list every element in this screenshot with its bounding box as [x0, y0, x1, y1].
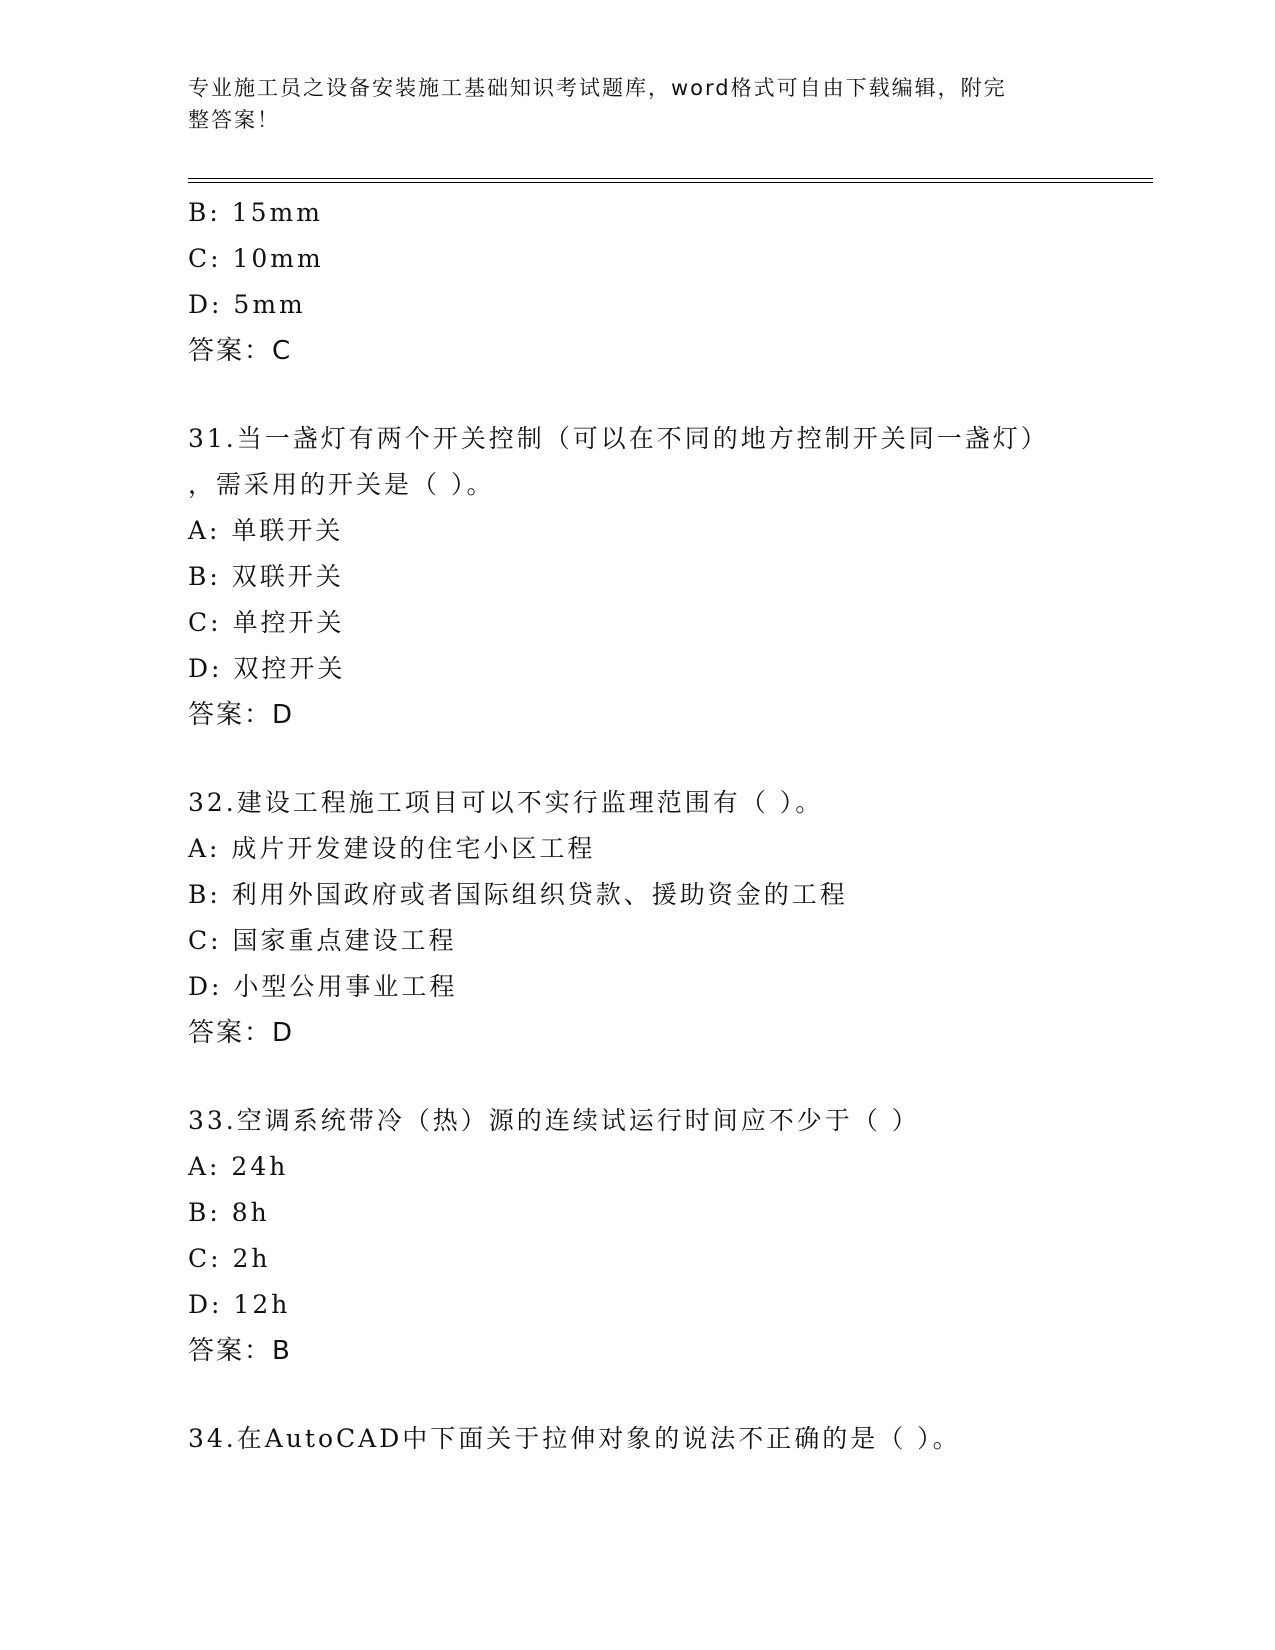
question-30-continued: [188, 190, 1188, 374]
answer-line: 答案：B: [188, 1336, 292, 1366]
header-rule-top: [188, 178, 1153, 179]
option-b: B: 8h: [188, 1198, 270, 1227]
option-a: A: 24h: [188, 1152, 289, 1181]
question-stem-line-1: 31.当一盏灯有两个开关控制（可以在不同的地方控制开关同一盏灯）: [188, 424, 1049, 453]
option-a: A: 单联开关: [188, 516, 344, 545]
question-32: [188, 780, 1188, 1056]
answer-line: 答案：D: [188, 700, 295, 730]
option-b: B: 利用外国政府或者国际组织贷款、援助资金的工程: [188, 880, 848, 909]
option-d: D: 5mm: [188, 290, 306, 319]
question-list: [188, 190, 1188, 1462]
question-stem-line-2: ，需采用的开关是（ ）。: [188, 470, 495, 499]
question-31: [188, 416, 1188, 738]
option-c: C: 10mm: [188, 244, 324, 273]
question-stem: 34.在AutoCAD中下面关于拉伸对象的说法不正确的是（ ）。: [188, 1424, 961, 1453]
header-rule-bottom: [188, 182, 1153, 183]
question-stem: 32.建设工程施工项目可以不实行监理范围有（ ）。: [188, 788, 824, 817]
header-title-line-2: 整答案！: [188, 108, 280, 132]
option-b: B: 15mm: [188, 198, 323, 227]
answer-line: 答案：D: [188, 1018, 295, 1048]
question-stem: 33.空调系统带冷（热）源的连续试运行时间应不少于（ ）: [188, 1106, 920, 1135]
option-b: B: 双联开关: [188, 562, 344, 591]
answer-line: 答案：C: [188, 336, 293, 366]
question-34: [188, 1416, 1188, 1462]
document-header: [188, 72, 1068, 136]
header-title-line-1: 专业施工员之设备安装施工基础知识考试题库，word格式可自由下载编辑，附完: [188, 76, 1007, 100]
option-d: D: 小型公用事业工程: [188, 972, 458, 1001]
option-c: C: 单控开关: [188, 608, 345, 637]
question-33: [188, 1098, 1188, 1374]
option-d: D: 12h: [188, 1290, 291, 1319]
option-a: A: 成片开发建设的住宅小区工程: [188, 834, 596, 863]
option-c: C: 国家重点建设工程: [188, 926, 457, 955]
option-d: D: 双控开关: [188, 654, 346, 683]
option-c: C: 2h: [188, 1244, 271, 1273]
